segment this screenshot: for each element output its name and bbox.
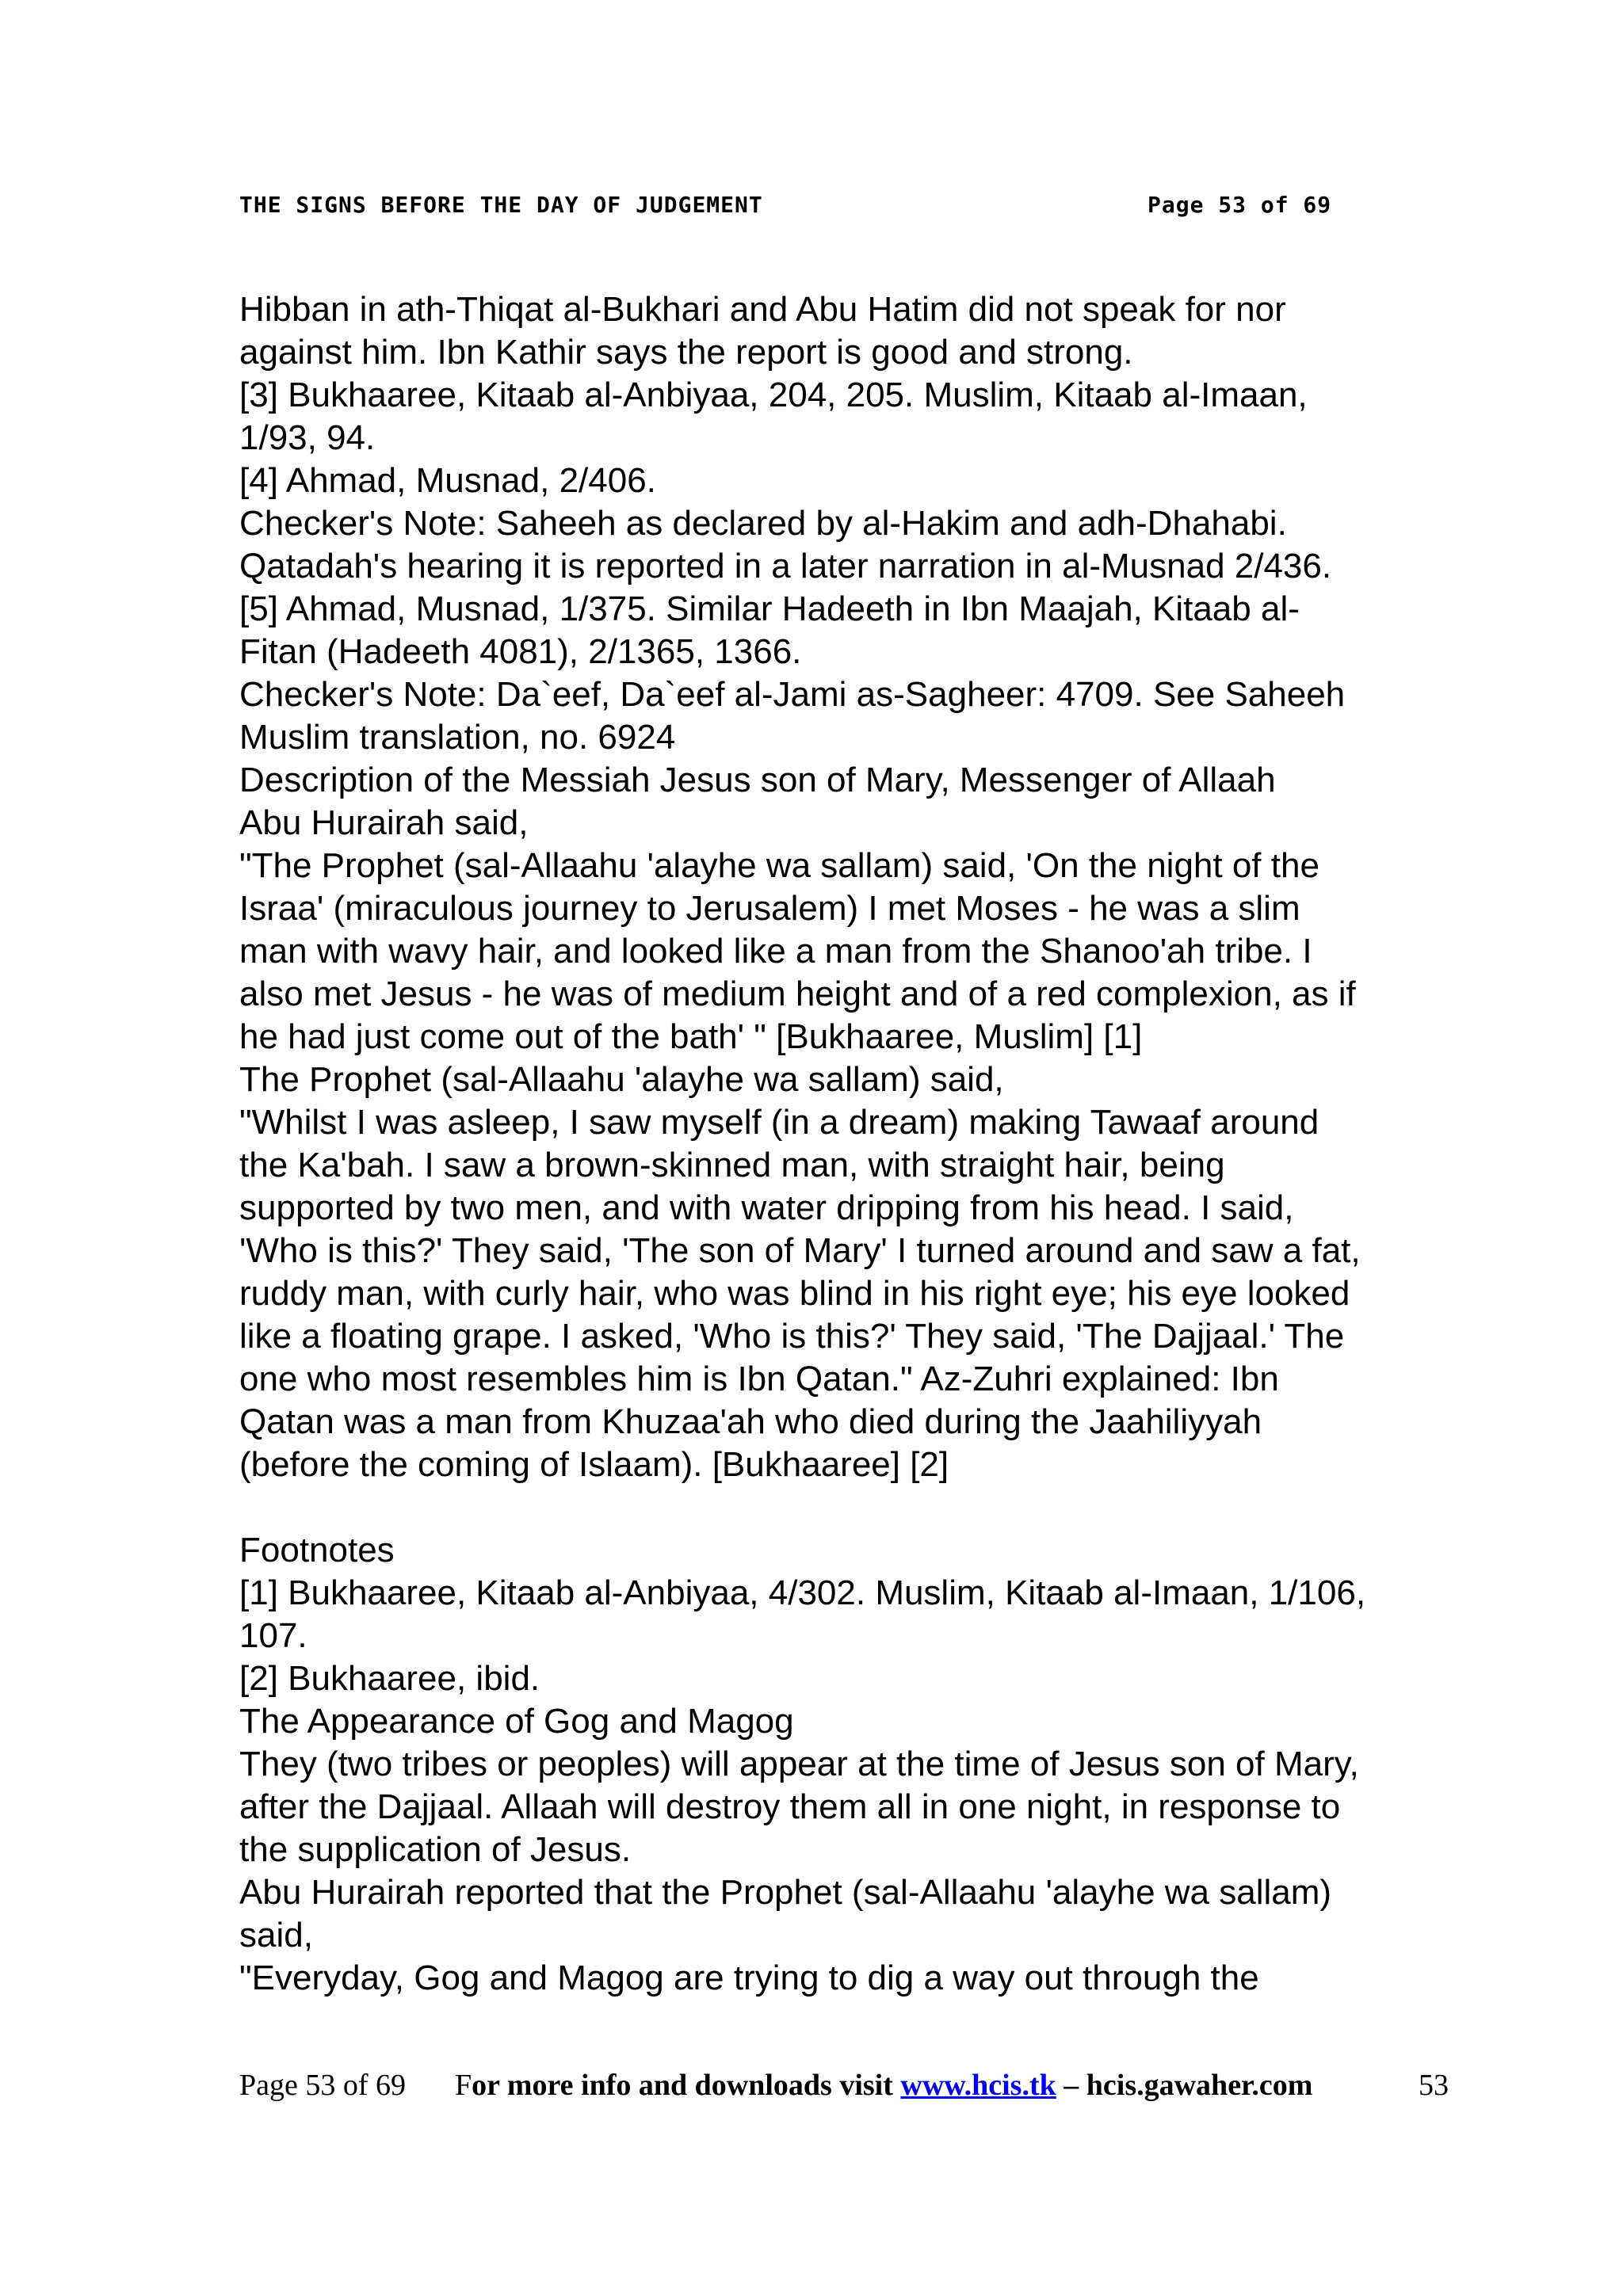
text-line: Fitan (Hadeeth 4081), 2/1365, 1366. [239,632,802,671]
header-page-number: Page 53 of 69 [1148,192,1332,218]
blank-line [239,1486,1444,1529]
text-line: man with wavy hair, and looked like a man from the Shanoo'ah tribe. I [239,932,1312,971]
text-line: The Prophet (sal-Allaahu 'alayhe wa sallam) said, [239,1060,1004,1099]
footer-page-count: Page 53 of 69 [239,2069,407,2102]
text-line: The Appearance of Gog and Magog [239,1702,794,1741]
text-line: "Whilst I was asleep, I saw myself (in a dream) making Tawaaf around [239,1103,1319,1142]
text-line: Description of the Messiah Jesus son of Mary, Messenger of Allaah [239,761,1276,799]
text-line: after the Dajjaal. Allaah will destroy them all in one night, in response to [239,1787,1341,1826]
text-line: "The Prophet (sal-Allaahu 'alayhe wa sallam) said, 'On the night of the [239,846,1319,885]
text-line: like a floating grape. I asked, 'Who is this?' They said, 'The Dajjaal.' The [239,1317,1345,1356]
text-line: Qatadah's hearing it is reported in a later narration in al-Musnad 2/436. [239,547,1332,585]
text-line: Checker's Note: Da`eef, Da`eef al-Jami as-Sagheer: 4709. See Saheeh [239,675,1346,714]
text-line: [2] Bukhaaree, ibid. [239,1659,540,1698]
text-line: 1/93, 94. [239,418,376,457]
website-link[interactable]: www.hcis.tk [900,2069,1056,2102]
text-line: supported by two men, and with water dripping from his head. I said, [239,1188,1294,1227]
text-line: "Everyday, Gog and Magog are trying to dig a way out through the [239,1958,1259,1997]
text-line: one who most resembles him is Ibn Qatan." Az-Zuhri explained: Ibn [239,1360,1279,1398]
footer-page-number: 53 [1419,2069,1449,2102]
text-line: Israa' (miraculous journey to Jerusalem) I met Moses - he was a slim [239,889,1300,928]
text-line: 'Who is this?' They said, 'The son of Mary' I turned around and saw a fat, [239,1231,1361,1270]
text-line: he had just come out of the bath' " [Bukhaaree, Muslim] [1] [239,1017,1143,1056]
footer-info-text: or more info and downloads visit [472,2069,901,2102]
text-line: Checker's Note: Saheeh as declared by al-Hakim and adh-Dhahabi. [239,504,1287,543]
text-line: said, [239,1916,313,1955]
page-body [239,288,1444,2000]
text-line: also met Jesus - he was of medium height and of a red complexion, as if [239,974,1356,1013]
text-line: the Ka'bah. I saw a brown-skinned man, with straight hair, being [239,1146,1225,1184]
document-title: THE SIGNS BEFORE THE DAY OF JUDGEMENT [239,192,763,218]
text-line: They (two tribes or peoples) will appear at the time of Jesus son of Mary, [239,1745,1359,1783]
footer-lead-letter: F [455,2069,472,2102]
text-line: ruddy man, with curly hair, who was blind in his right eye; his eye looked [239,1274,1350,1313]
footer-info [455,2068,1312,2103]
text-line: (before the coming of Islaam). [Bukhaaree] [2] [239,1445,949,1484]
text-line: [5] Ahmad, Musnad, 1/375. Similar Hadeeth in Ibn Maajah, Kitaab al- [239,589,1300,628]
text-line: Footnotes [239,1531,395,1569]
text-line: [1] Bukhaaree, Kitaab al-Anbiyaa, 4/302. Muslim, Kitaab al-Imaan, 1/106, [239,1573,1366,1612]
text-line: Abu Hurairah reported that the Prophet (sal-Allaahu 'alayhe wa sallam) [239,1873,1332,1912]
text-line: Muslim translation, no. 6924 [239,718,676,757]
text-line: 107. [239,1616,307,1655]
text-line: the supplication of Jesus. [239,1830,632,1869]
text-line: Abu Hurairah said, [239,803,529,842]
text-line: [4] Ahmad, Musnad, 2/406. [239,461,656,500]
text-line: Hibban in ath-Thiqat al-Bukhari and Abu Hatim did not speak for nor [239,290,1286,329]
text-line: against him. Ibn Kathir says the report is good and strong. [239,333,1133,372]
footer-tail-text: – hcis.gawaher.com [1056,2069,1313,2102]
text-line: [3] Bukhaaree, Kitaab al-Anbiyaa, 204, 205. Muslim, Kitaab al-Imaan, [239,376,1308,414]
text-line: Qatan was a man from Khuzaa'ah who died during the Jaahiliyyah [239,1402,1262,1441]
